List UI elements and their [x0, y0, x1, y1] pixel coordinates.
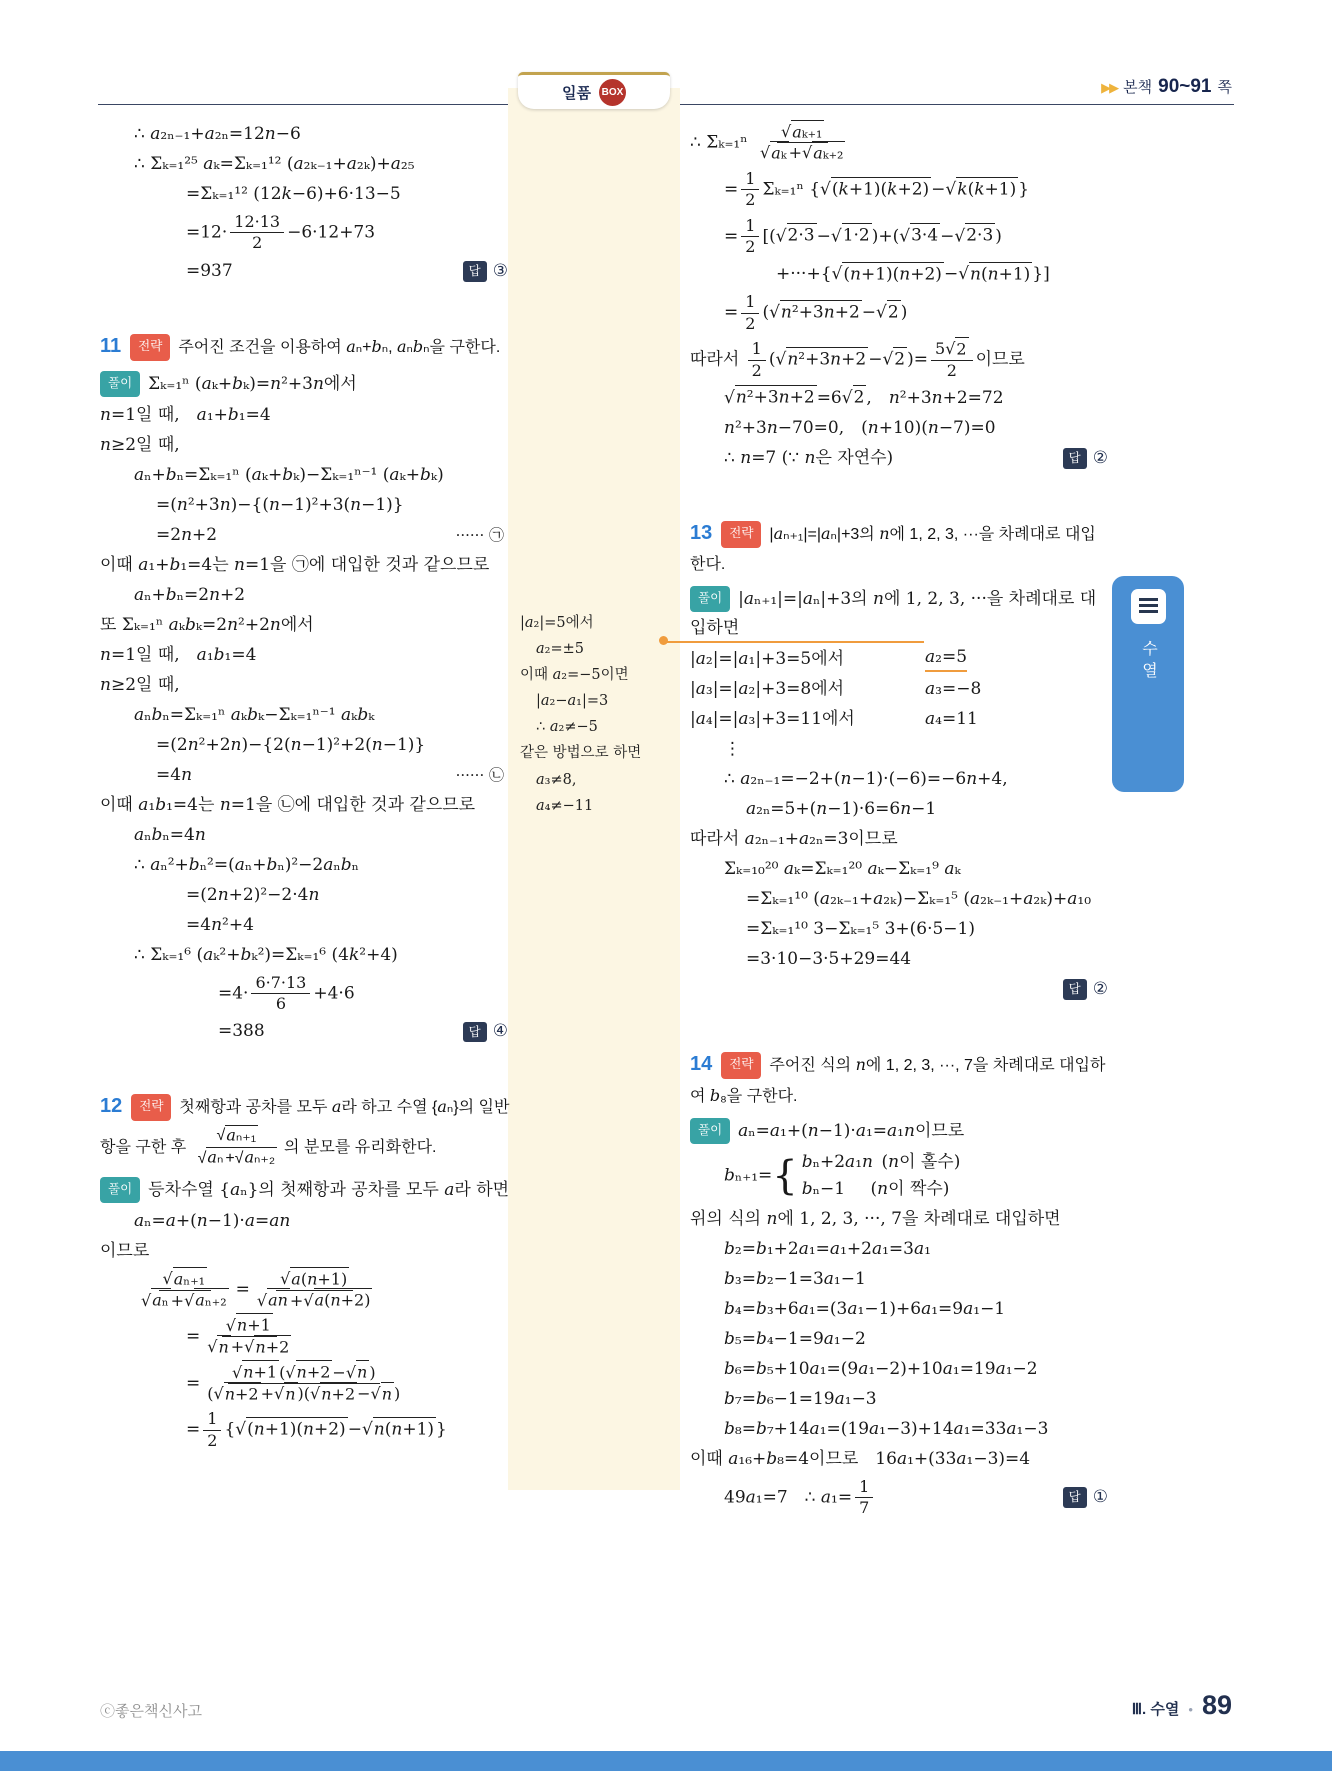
math-text: 이므로 — [100, 1241, 150, 1262]
math-line — [690, 1476, 1110, 1520]
math-text: 이때 a₁+b₁=4는 n=1을 ㉠에 대입한 것과 같으므로 — [100, 554, 490, 575]
answer-badge: 답 — [1063, 979, 1087, 1000]
math-line — [690, 415, 1110, 442]
math-text: +···+{√(n+1)(n+2) −√n(n+1) }] — [776, 263, 1050, 286]
math-text: = $\frac{1}{2}$ Σₖ₌₁ⁿ {√(k+1)(k+2) −√k(k+1) } — [724, 168, 1030, 210]
note-connector-line — [666, 641, 924, 643]
reference-mark: ······ ㉠ — [455, 526, 504, 545]
right-column — [690, 118, 1110, 1523]
note-line: ∴ a₂≠−5 — [536, 719, 598, 736]
answer-number: ② — [1092, 447, 1108, 468]
math-line — [690, 1296, 1110, 1323]
problem-number: 13 — [690, 521, 713, 544]
math-text: n≥2일 때, — [100, 674, 180, 695]
problem-11 — [100, 329, 510, 1046]
math-text: 이때 a₁₆+b₈=4이므로 16a₁+(33a₁−3)=4 — [690, 1448, 1031, 1469]
answer — [1063, 447, 1110, 470]
problem-header — [100, 1089, 510, 1170]
note-line: a₂=±5 — [536, 641, 584, 658]
answer-badge: 답 — [1063, 448, 1087, 469]
ref-page-suffix: 쪽 — [1217, 79, 1232, 96]
math-text: = $\frac{1}{2}$ (√n²+3n+2 −√2 ) — [724, 292, 908, 333]
solution-badge: 풀이 — [690, 586, 730, 612]
math-line — [690, 916, 1110, 943]
math-line — [100, 1268, 510, 1312]
math-text: 따라서 $\frac{1}{2}$ (√n²+3n+2 −√2 )= $\frac{5√2}{2}$ 이므로 — [690, 338, 1025, 382]
math-line — [100, 732, 510, 759]
aligned-value: a₃=−8 — [925, 678, 982, 699]
note-connector-dot — [659, 636, 668, 645]
math-text: b₆=b₅+10a₁=(9a₁−2)+10a₁=19a₁−2 — [724, 1358, 1038, 1379]
aligned-value: a₄=11 — [925, 708, 978, 729]
page-reference — [1101, 76, 1232, 98]
list-icon — [1131, 589, 1166, 624]
math-line — [100, 882, 510, 909]
math-line — [690, 766, 1110, 793]
answer-number: ① — [1092, 1487, 1108, 1508]
box-circle-icon: BOX — [599, 79, 626, 106]
math-text: b₂=b₁+2a₁=a₁+2a₁=3a₁ — [724, 1238, 931, 1259]
math-line — [100, 1018, 510, 1045]
strategy-badge: 전략 — [721, 1052, 761, 1079]
math-text: =937 — [186, 260, 233, 281]
note-line: |a₂|=5에서 — [520, 615, 594, 631]
math-line — [100, 702, 510, 729]
math-text: √n²+3n+2 =6√2 , n²+3n+2=72 — [724, 387, 1004, 410]
math-line — [100, 151, 510, 178]
math-text: =388 — [218, 1021, 265, 1042]
math-text: $\frac{\text{√aₙ₊₁}}{\text{√aₙ +√aₙ₊₂}}$ = $\frac{√a(n+1)}{√an +√a(n+2)}$ — [134, 1268, 379, 1312]
math-text: =Σₖ₌₁¹⁰ 3−Σₖ₌₁⁵ 3+(6·5−1) — [746, 918, 975, 939]
math-text: = $\frac{√n+1 (√n+2 -√n )}{(√n+2 +√n )(√n+2 -√n )}$ — [186, 1362, 407, 1406]
note-line: 이때 a₂=−5이면 — [520, 667, 629, 684]
math-line — [690, 1386, 1110, 1413]
ref-book-label: 본책 — [1123, 79, 1153, 96]
math-line — [690, 291, 1110, 335]
math-text: Σₖ₌₁₀²⁰ aₖ=Σₖ₌₁²⁰ aₖ−Σₖ₌₁⁹ aₖ — [724, 858, 961, 879]
math-text: |aₙ₊₁|=|aₙ|+3의 n에 1, 2, 3, ···을 차례대로 대입하면 — [690, 588, 1097, 638]
math-line — [690, 215, 1110, 259]
math-line — [100, 582, 510, 609]
math-line — [690, 856, 1110, 883]
ilpum-box-column — [508, 84, 680, 1490]
problem-number: 11 — [100, 334, 122, 357]
answer-number: ③ — [492, 260, 508, 281]
solution-continuation — [100, 121, 510, 285]
page-number: 89 — [1201, 1690, 1232, 1720]
answer-badge: 답 — [1063, 1487, 1087, 1508]
solution-badge: 풀이 — [100, 371, 140, 397]
math-text: b₅=b₄−1=9a₁−2 — [724, 1328, 866, 1349]
math-line — [100, 642, 510, 669]
answer-number: ④ — [492, 1021, 508, 1042]
math-line — [690, 1266, 1110, 1293]
math-line — [100, 402, 510, 429]
math-line — [690, 1446, 1110, 1473]
math-text: bₙ₊₁= { bₙ+2a₁n (n이 홀수) bₙ−1 (n이 짝수) — [724, 1151, 961, 1199]
left-column — [100, 118, 510, 1455]
math-line — [100, 1176, 510, 1205]
problem-12 — [100, 1089, 510, 1452]
math-line — [100, 1238, 510, 1265]
math-line — [100, 370, 510, 399]
math-text: 49a₁=7 ∴ a₁= $\frac{1}{7}$ — [724, 1476, 876, 1520]
note-line: 같은 방법으로 하면 — [520, 745, 642, 762]
math-text: b₇=b₆−1=19a₁−3 — [724, 1388, 877, 1409]
math-text: aₙbₙ=Σₖ₌₁ⁿ aₖbₖ−Σₖ₌₁ⁿ⁻¹ aₖbₖ — [134, 704, 375, 725]
math-text: = $\frac{1}{2}$ [(√2·3 −√1·2 )+(√3·4 −√2·3 ) — [724, 215, 1002, 256]
list-icon-bars — [1139, 598, 1158, 601]
math-text: ∴ n=7 (∵ n은 자연수) — [724, 447, 894, 468]
math-line — [690, 338, 1110, 382]
highlighted-value: a₂=5 — [925, 646, 967, 672]
solution-badge: 풀이 — [690, 1118, 730, 1144]
math-text: = $\frac{√n+1}{√n +√n+2}$ — [186, 1315, 298, 1359]
math-line — [100, 1208, 510, 1235]
math-line — [100, 258, 510, 285]
math-line — [690, 1356, 1110, 1383]
math-line — [690, 646, 1110, 673]
math-line — [100, 912, 510, 939]
strategy-text: 첫째항과 공차를 모두 a라 하고 수열 {aₙ}의 일반항을 구한 후 $\frac{\text{√aₙ₊₁}}{\text{√aₙ +√aₙ₊₂}}$ 의 분모를 유리화한다. — [100, 1097, 510, 1167]
math-text: b₃=b₂−1=3a₁−1 — [724, 1268, 866, 1289]
math-text: =12· $\frac{12\cdot 13}{2}$ −6·12+73 — [186, 212, 376, 253]
math-line — [690, 121, 1110, 165]
math-line — [690, 585, 1110, 643]
math-line — [100, 211, 510, 255]
math-line — [100, 762, 510, 789]
math-line — [690, 168, 1110, 212]
math-line — [100, 792, 510, 819]
footer-bullet: • — [1188, 1702, 1193, 1717]
math-line — [100, 672, 510, 699]
ref-page-range: 90~91 — [1158, 76, 1212, 97]
math-line — [690, 796, 1110, 823]
answer — [1063, 1486, 1110, 1509]
strategy-text: 주어진 식의 n에 1, 2, 3, ···, 7을 차례대로 대입하여 b₈을 구한다. — [690, 1054, 1106, 1105]
solution — [100, 370, 510, 1046]
math-line — [100, 121, 510, 148]
math-line — [100, 552, 510, 579]
math-text: b₄=b₃+6a₁=(3a₁−1)+6a₁=9a₁−1 — [724, 1298, 1006, 1319]
problem-number: 14 — [690, 1052, 713, 1075]
math-text: 이때 a₁b₁=4는 n=1을 ㉡에 대입한 것과 같으므로 — [100, 794, 476, 815]
math-text: = $\frac{1}{2}$ {√(n+1)(n+2) −√n(n+1) } — [186, 1409, 447, 1450]
strategy-badge: 전략 — [131, 1094, 171, 1121]
math-text: aₙ=a+(n−1)·a=an — [134, 1211, 291, 1232]
math-text: =4n²+4 — [186, 914, 254, 935]
answer-badge: 답 — [463, 1022, 487, 1043]
math-text: 등차수열 {aₙ}의 첫째항과 공차를 모두 a라 하면 — [148, 1180, 510, 1201]
math-line — [100, 1408, 510, 1452]
margin-notes — [508, 88, 680, 819]
math-text: aₙ+bₙ=2n+2 — [134, 584, 246, 605]
math-text: b₈=b₇+14a₁=(19a₁−3)+14a₁=33a₁−3 — [724, 1418, 1049, 1439]
math-line — [690, 886, 1110, 913]
math-line — [690, 826, 1110, 853]
math-text: n=1일 때, a₁+b₁=4 — [100, 404, 271, 425]
math-text: ∴ a₂ₙ₋₁+a₂ₙ=12n−6 — [134, 124, 301, 145]
math-line — [690, 976, 1110, 1003]
strategy-badge: 전략 — [721, 521, 761, 548]
math-line — [690, 1149, 1110, 1203]
math-line — [100, 852, 510, 879]
math-line — [100, 1362, 510, 1406]
math-line — [690, 1326, 1110, 1353]
math-line — [690, 736, 1110, 763]
solution-badge: 풀이 — [100, 1177, 140, 1203]
problem-13 — [690, 516, 1110, 1003]
math-text: aₙ+bₙ=Σₖ₌₁ⁿ (aₖ+bₖ)−Σₖ₌₁ⁿ⁻¹ (aₖ+bₖ) — [134, 464, 444, 485]
math-text: Σₖ₌₁ⁿ (aₖ+bₖ)=n²+3n에서 — [148, 373, 357, 394]
math-line — [690, 261, 1110, 288]
solution — [690, 1117, 1110, 1520]
math-text: n≥2일 때, — [100, 434, 180, 455]
math-text: ∴ aₙ²+bₙ²=(aₙ+bₙ)²−2aₙbₙ — [134, 854, 359, 875]
math-text: aₙ=a₁+(n−1)·a₁=a₁n이므로 — [738, 1120, 965, 1141]
math-text: 위의 식의 n에 1, 2, 3, ···, 7을 차례대로 대입하면 — [690, 1208, 1061, 1229]
math-text: ∴ a₂ₙ₋₁=−2+(n−1)·(−6)=−6n+4, — [724, 768, 1008, 789]
math-text: a₂ₙ=5+(n−1)·6=6n−1 — [746, 798, 937, 819]
math-text: |a₂|=|a₁|+3=5에서 — [690, 648, 845, 669]
math-text: =(2n²+2n)−{2(n−1)²+2(n−1)} — [156, 734, 426, 755]
problem-14 — [690, 1047, 1110, 1520]
bottom-bar — [0, 1751, 1332, 1771]
strategy-text: |aₙ₊₁|=|aₙ|+3의 n에 1, 2, 3, ···을 차례대로 대입한다. — [690, 523, 1096, 573]
footer-page-info — [1132, 1690, 1232, 1721]
math-line — [690, 1206, 1110, 1233]
problem-number: 12 — [100, 1095, 123, 1118]
math-text: =Σₖ₌₁¹⁰ (a₂ₖ₋₁+a₂ₖ)−Σₖ₌₁⁵ (a₂ₖ₋₁+a₂ₖ)+a₁₀ — [746, 888, 1092, 909]
math-text: n=1일 때, a₁b₁=4 — [100, 644, 257, 665]
problem-header — [100, 329, 510, 364]
math-text: =4· $\frac{6\cdot 7\cdot 13}{6}$ +4·6 — [218, 972, 355, 1014]
arrows-icon: ▶▶ — [1101, 80, 1118, 95]
math-line — [690, 1416, 1110, 1443]
problem-header — [690, 1047, 1110, 1111]
math-text: ∴ Σₖ₌₁ⁿ $\frac{\text{√aₖ₊₁}}{\text{√aₖ +√aₖ₊₂}}$ — [690, 121, 852, 165]
note-line: a₃≠8, — [536, 771, 577, 788]
math-line — [100, 942, 510, 969]
math-line — [100, 462, 510, 489]
math-line — [690, 946, 1110, 973]
solution — [100, 1176, 510, 1452]
answer — [463, 260, 510, 283]
math-text: =Σₖ₌₁¹² (12k−6)+6·13−5 — [186, 184, 401, 205]
note-line: a₄≠−11 — [536, 797, 594, 814]
strategy-text: 주어진 조건을 이용하여 aₙ+bₙ, aₙbₙ을 구한다. — [178, 336, 501, 356]
math-line — [100, 972, 510, 1016]
math-line — [690, 676, 1110, 703]
math-line — [100, 492, 510, 519]
ilpum-label: 일품 — [562, 84, 591, 102]
math-line — [690, 1236, 1110, 1263]
math-line — [690, 445, 1110, 472]
math-line — [100, 1315, 510, 1359]
answer-number: ② — [1092, 978, 1108, 999]
math-text: |a₃|=|a₂|+3=8에서 — [690, 678, 845, 699]
note-line: |a₂−a₁|=3 — [536, 693, 609, 710]
math-line — [690, 706, 1110, 733]
math-text: n²+3n−70=0, (n+10)(n−7)=0 — [724, 417, 996, 438]
chapter-label: Ⅲ. 수열 — [1131, 1701, 1180, 1718]
answer — [1063, 978, 1110, 1001]
math-text: ∴ Σₖ₌₁²⁵ aₖ=Σₖ₌₁¹² (a₂ₖ₋₁+a₂ₖ)+a₂₅ — [134, 154, 415, 175]
math-text: =3·10−3·5+29=44 — [746, 948, 912, 969]
math-line — [100, 612, 510, 639]
side-tab-label: 수열 — [1139, 640, 1157, 684]
publisher: ⓒ좋은책신사고 — [100, 1703, 202, 1720]
math-text: =4n — [156, 764, 193, 785]
math-line — [100, 822, 510, 849]
math-line — [100, 432, 510, 459]
math-text: =(n²+3n)−{(n−1)²+3(n−1)} — [156, 494, 404, 515]
math-text: 또 Σₖ₌₁ⁿ aₖbₖ=2n²+2n에서 — [100, 614, 314, 635]
solution-continuation — [690, 121, 1110, 472]
math-line — [100, 181, 510, 208]
reference-mark: ······ ㉡ — [455, 766, 504, 785]
answer-badge: 답 — [463, 261, 487, 282]
math-line — [690, 385, 1110, 412]
math-line — [100, 522, 510, 549]
math-text: ⋮ — [724, 738, 741, 759]
ilpum-box-badge — [518, 72, 670, 109]
math-text: aₙbₙ=4n — [134, 824, 206, 845]
math-line — [690, 1117, 1110, 1146]
math-text: |a₄|=|a₃|+3=11에서 — [690, 708, 855, 729]
math-text: =(2n+2)²−2·4n — [186, 884, 320, 905]
answer — [463, 1020, 510, 1043]
math-text: 따라서 a₂ₙ₋₁+a₂ₙ=3이므로 — [690, 828, 898, 849]
math-text: =2n+2 — [156, 524, 218, 545]
problem-header — [690, 516, 1110, 579]
chapter-side-tab — [1112, 576, 1184, 792]
strategy-badge: 전략 — [130, 334, 170, 361]
solution — [690, 585, 1110, 1003]
math-text: ∴ Σₖ₌₁⁶ (aₖ²+bₖ²)=Σₖ₌₁⁶ (4k²+4) — [134, 944, 398, 965]
